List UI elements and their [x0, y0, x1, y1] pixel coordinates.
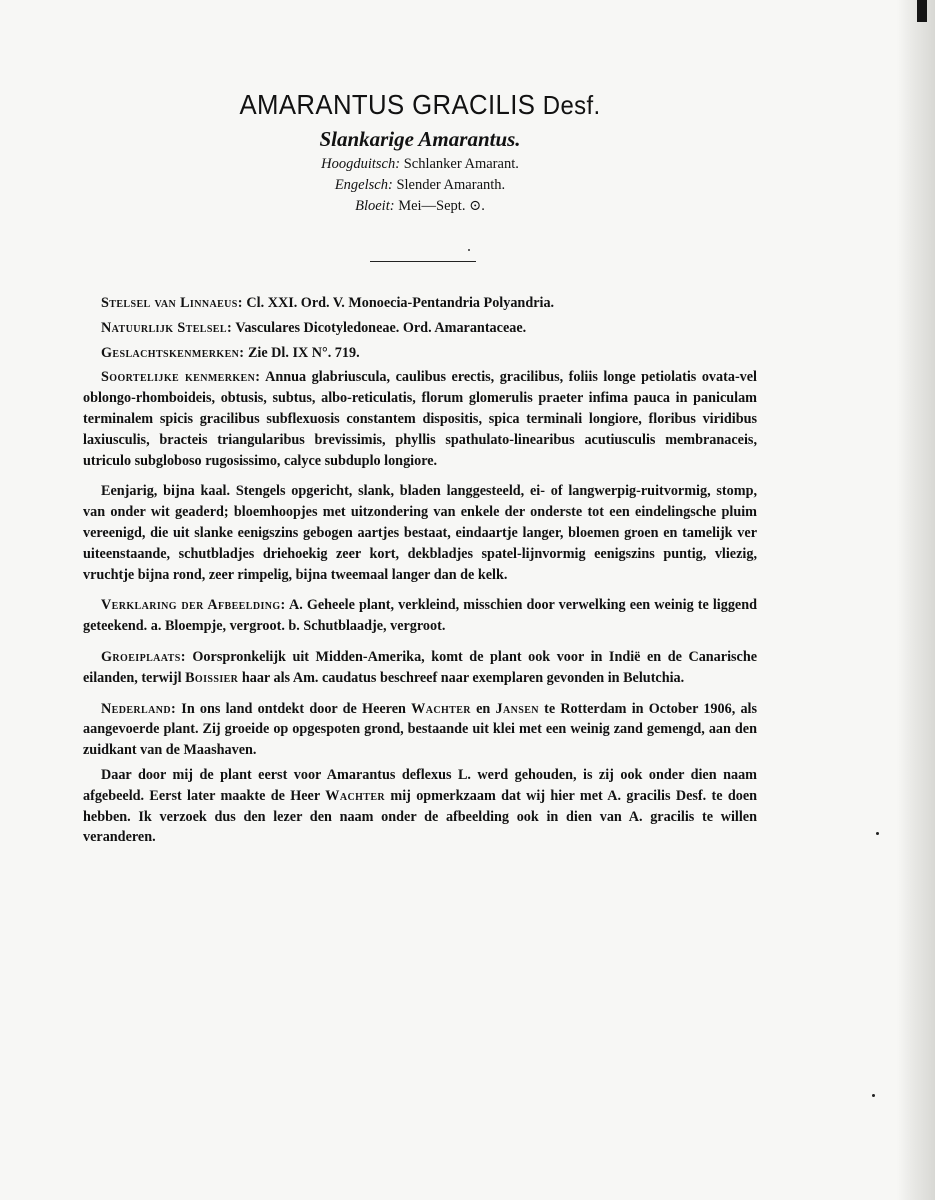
genus-characters	[83, 343, 757, 364]
bloom-line	[0, 196, 840, 217]
natural-text: Vasculares Dicotyledoneae. Ord. Amarantaceae.	[235, 319, 527, 336]
closing-person-name: Wachter	[325, 787, 386, 804]
scan-corner-mark	[917, 0, 927, 22]
genus-label: Geslachtskenmerken:	[101, 344, 245, 361]
english-name: Slender Amaranth.	[396, 177, 506, 193]
natural-label: Natuurlijk Stelsel:	[101, 319, 233, 336]
habitat-person-name: Boissier	[185, 669, 239, 686]
scan-speck	[872, 1094, 875, 1097]
netherlands-occurrence	[83, 699, 757, 761]
habitat	[83, 647, 757, 689]
netherlands-text-1: In ons land ontdekt door de Heeren	[181, 700, 406, 717]
scan-speck	[876, 832, 879, 835]
body-text	[83, 293, 757, 858]
linnaeus-system	[83, 293, 757, 314]
closing-text-1: Daar door mij de plant eerst voor Amarantus deflexus L. werd gehouden, is zij ook onder dien naam afgebeeld. Eerst later maakte de Heer	[83, 766, 757, 804]
dutch-common-name: Slankarige Amarantus.	[319, 127, 521, 151]
bloom-value: Mei—Sept. ⊙.	[398, 198, 485, 214]
german-name-line	[0, 154, 840, 175]
english-label: Engelsch:	[334, 177, 393, 193]
page-edge-shadow	[897, 0, 935, 1200]
page-title	[34, 86, 807, 124]
closing-note	[83, 765, 757, 848]
figure-text: A. Geheele plant, verkleind, misschien door verwelking een weinig te liggend geteekend. a. Bloempje, vergroot. b. Schutblaadje, vergroot.	[83, 597, 757, 635]
english-name-line	[0, 175, 840, 196]
species-label: Soortelijke kenmerken:	[101, 369, 261, 386]
species-characters	[83, 367, 757, 471]
linnaeus-label: Stelsel van Linnaeus:	[101, 295, 243, 311]
ink-dot	[468, 249, 470, 251]
natural-system	[83, 318, 757, 339]
species-author: Desf.	[542, 90, 601, 120]
closing-text-2: mij opmerkzaam dat wij hier met A. gracilis Desf. te doen hebben. Ik verzoek dus den lezer den naam onder de afbeelding ook in dien van A. gracilis te willen veranderen.	[83, 787, 758, 846]
habitat-text-1: Oorspronkelijk uit Midden-Amerika, komt de plant ook voor in Indië en de Canarische eilanden, terwijl	[83, 648, 758, 686]
figure-label: Verklaring der Afbeelding:	[101, 597, 286, 614]
title-block	[0, 86, 840, 217]
genus-text: Zie Dl. IX N°. 719.	[247, 344, 360, 361]
netherlands-text-2: en	[476, 700, 491, 717]
dutch-description: Eenjarig, bijna kaal. Stengels opgericht, slank, bladen langgesteeld, ei- of langwerpig-ruitvormig, stomp, van onder wit geaderd; bloemhoopjes met uitzondering van enkele der onderste tot een eindelingsche pluim vereenigd, die uit slanke eenigszins gebogen aartjes bestaat, eindaartje langer, bloemen groen en tamelijk ver uiteenstaande, schutbladjes driehoekig zeer kort, dekbladjes spatel-lijnvormig eenigszins puntig, vliezig, vruchtje bijna rond, zeer rimpelig, bijna tweemaal langer dan de kelk.	[83, 483, 757, 583]
species-name: AMARANTUS GRACILIS	[239, 89, 536, 120]
species-text: Annua glabriuscula, caulibus erectis, gracilibus, foliis longe petiolatis ovata-vel oblongo-rhomboideis, obtusis, subtus, albo-reticulatis, florum glomerulis praeter infima pauca in paniculam terminalem spicis gracilibus subflexuosis constantem dispositis, spica terminali longiore, floribus viridibus laxiusculis, bracteis triangularibus brevissimis, phyllis spathulato-linearibus acutiusculis membranaceis, utriculo subgloboso rugosissimo, calyce subduplo longiore.	[83, 369, 757, 469]
netherlands-label: Nederland:	[101, 700, 177, 717]
bloom-label: Bloeit:	[355, 198, 395, 214]
habitat-label: Groeiplaats:	[101, 648, 186, 665]
netherlands-person-2: Jansen	[495, 700, 539, 717]
netherlands-person-1: Wachter	[411, 700, 471, 717]
german-label: Hoogduitsch:	[321, 156, 401, 172]
title-divider	[370, 261, 476, 262]
german-name: Schlanker Amarant.	[403, 156, 519, 172]
habitat-text-2: haar als Am. caudatus beschreef naar exemplaren gevonden in Belutchia.	[241, 669, 685, 686]
linnaeus-text: Cl. XXI. Ord. V. Monoecia-Pentandria Polyandria.	[246, 295, 555, 311]
figure-explanation	[83, 595, 757, 637]
netherlands-text-3: te Rotterdam in October 1906, als aangevoerde plant. Zij groeide op opgespoten grond, bestaande uit klei met een weinig zand gemengd, aan den zuidkant van de Maashaven.	[83, 700, 757, 759]
